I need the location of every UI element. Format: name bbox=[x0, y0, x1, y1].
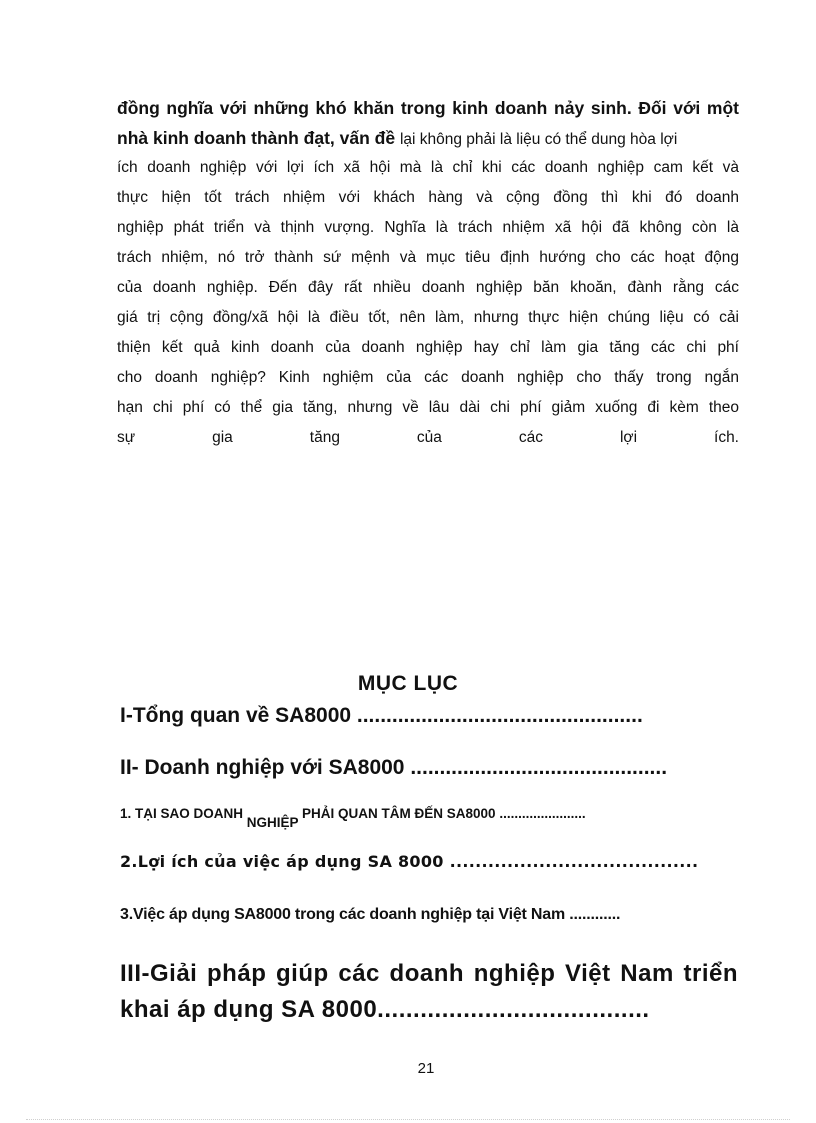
paragraph-line bbox=[117, 123, 739, 153]
toc-item-3-part-c: PHẢI QUAN TÂM ĐẾN SA8000 ....................... bbox=[298, 806, 586, 821]
paragraph-line: thiện kết quả kinh doanh của doanh nghiệp hay chỉ làm gia tăng các chi phí bbox=[117, 339, 739, 356]
paragraph-line: thực hiện tốt trách nhiệm với khách hàng và cộng đồng thì khi đó doanh bbox=[117, 189, 739, 206]
paragraph-line: trách nhiệm, nó trở thành sứ mệnh và mục tiêu định hướng cho các hoạt động bbox=[117, 249, 739, 266]
paragraph-line: nghiệp phát triển và thịnh vượng. Nghĩa là trách nhiệm xã hội đã không còn là bbox=[117, 219, 739, 236]
toc-item-3-part-b: NGHIỆP bbox=[246, 815, 299, 830]
toc-item-3 bbox=[120, 806, 586, 830]
toc-item-2: II- Doanh nghiệp với SA8000 ............................................ bbox=[120, 756, 668, 779]
paragraph-line-bold-part: nhà kinh doanh thành đạt, vấn đề bbox=[117, 128, 396, 148]
paragraph-line-normal-part: lại không phải là liệu có thể dung hòa lợi bbox=[399, 131, 678, 148]
page-number: 21 bbox=[417, 1060, 435, 1077]
toc-title: MỤC LỤC bbox=[357, 672, 459, 695]
paragraph-line: của doanh nghiệp. Đến đây rất nhiều doanh nghiệp băn khoăn, đành rằng các bbox=[117, 279, 739, 296]
body-paragraph bbox=[117, 93, 739, 483]
paragraph-line: giá trị cộng đồng/xã hội là điều tốt, nên làm, nhưng thực hiện chúng liệu có cải bbox=[117, 309, 739, 326]
paragraph-line: đồng nghĩa với những khó khăn trong kinh doanh nảy sinh. Đối với một bbox=[117, 98, 739, 118]
toc-item-1: I-Tổng quan về SA8000 ................................................. bbox=[120, 704, 643, 727]
paragraph-line: cho doanh nghiệp? Kinh nghiệm của các doanh nghiệp cho thấy trong ngắn bbox=[117, 369, 739, 386]
page-bottom-divider bbox=[26, 1119, 790, 1120]
toc-item-4: 2.Lợi ích của việc áp dụng SA 8000 ....................................... bbox=[120, 852, 699, 871]
paragraph-line: hạn chi phí có thể gia tăng, nhưng về lâu dài chi phí giảm xuống đi kèm theo bbox=[117, 399, 739, 416]
paragraph-line: ích doanh nghiệp với lợi ích xã hội mà là chỉ khi các doanh nghiệp cam kết và bbox=[117, 159, 739, 176]
paragraph-line bbox=[117, 453, 739, 483]
paragraph-line: sự gia tăng của các lợi ích. bbox=[117, 429, 739, 446]
toc-item-3-part-a: 1. TẠI SAO DOANH bbox=[120, 806, 247, 821]
toc-item-5: 3.Việc áp dụng SA8000 trong các doanh nghiệp tại Việt Nam ............ bbox=[120, 906, 621, 923]
toc-item-6: III-Giải pháp giúp các doanh nghiệp Việt Nam triển khai áp dụng SA 8000...................................... bbox=[120, 960, 738, 1023]
